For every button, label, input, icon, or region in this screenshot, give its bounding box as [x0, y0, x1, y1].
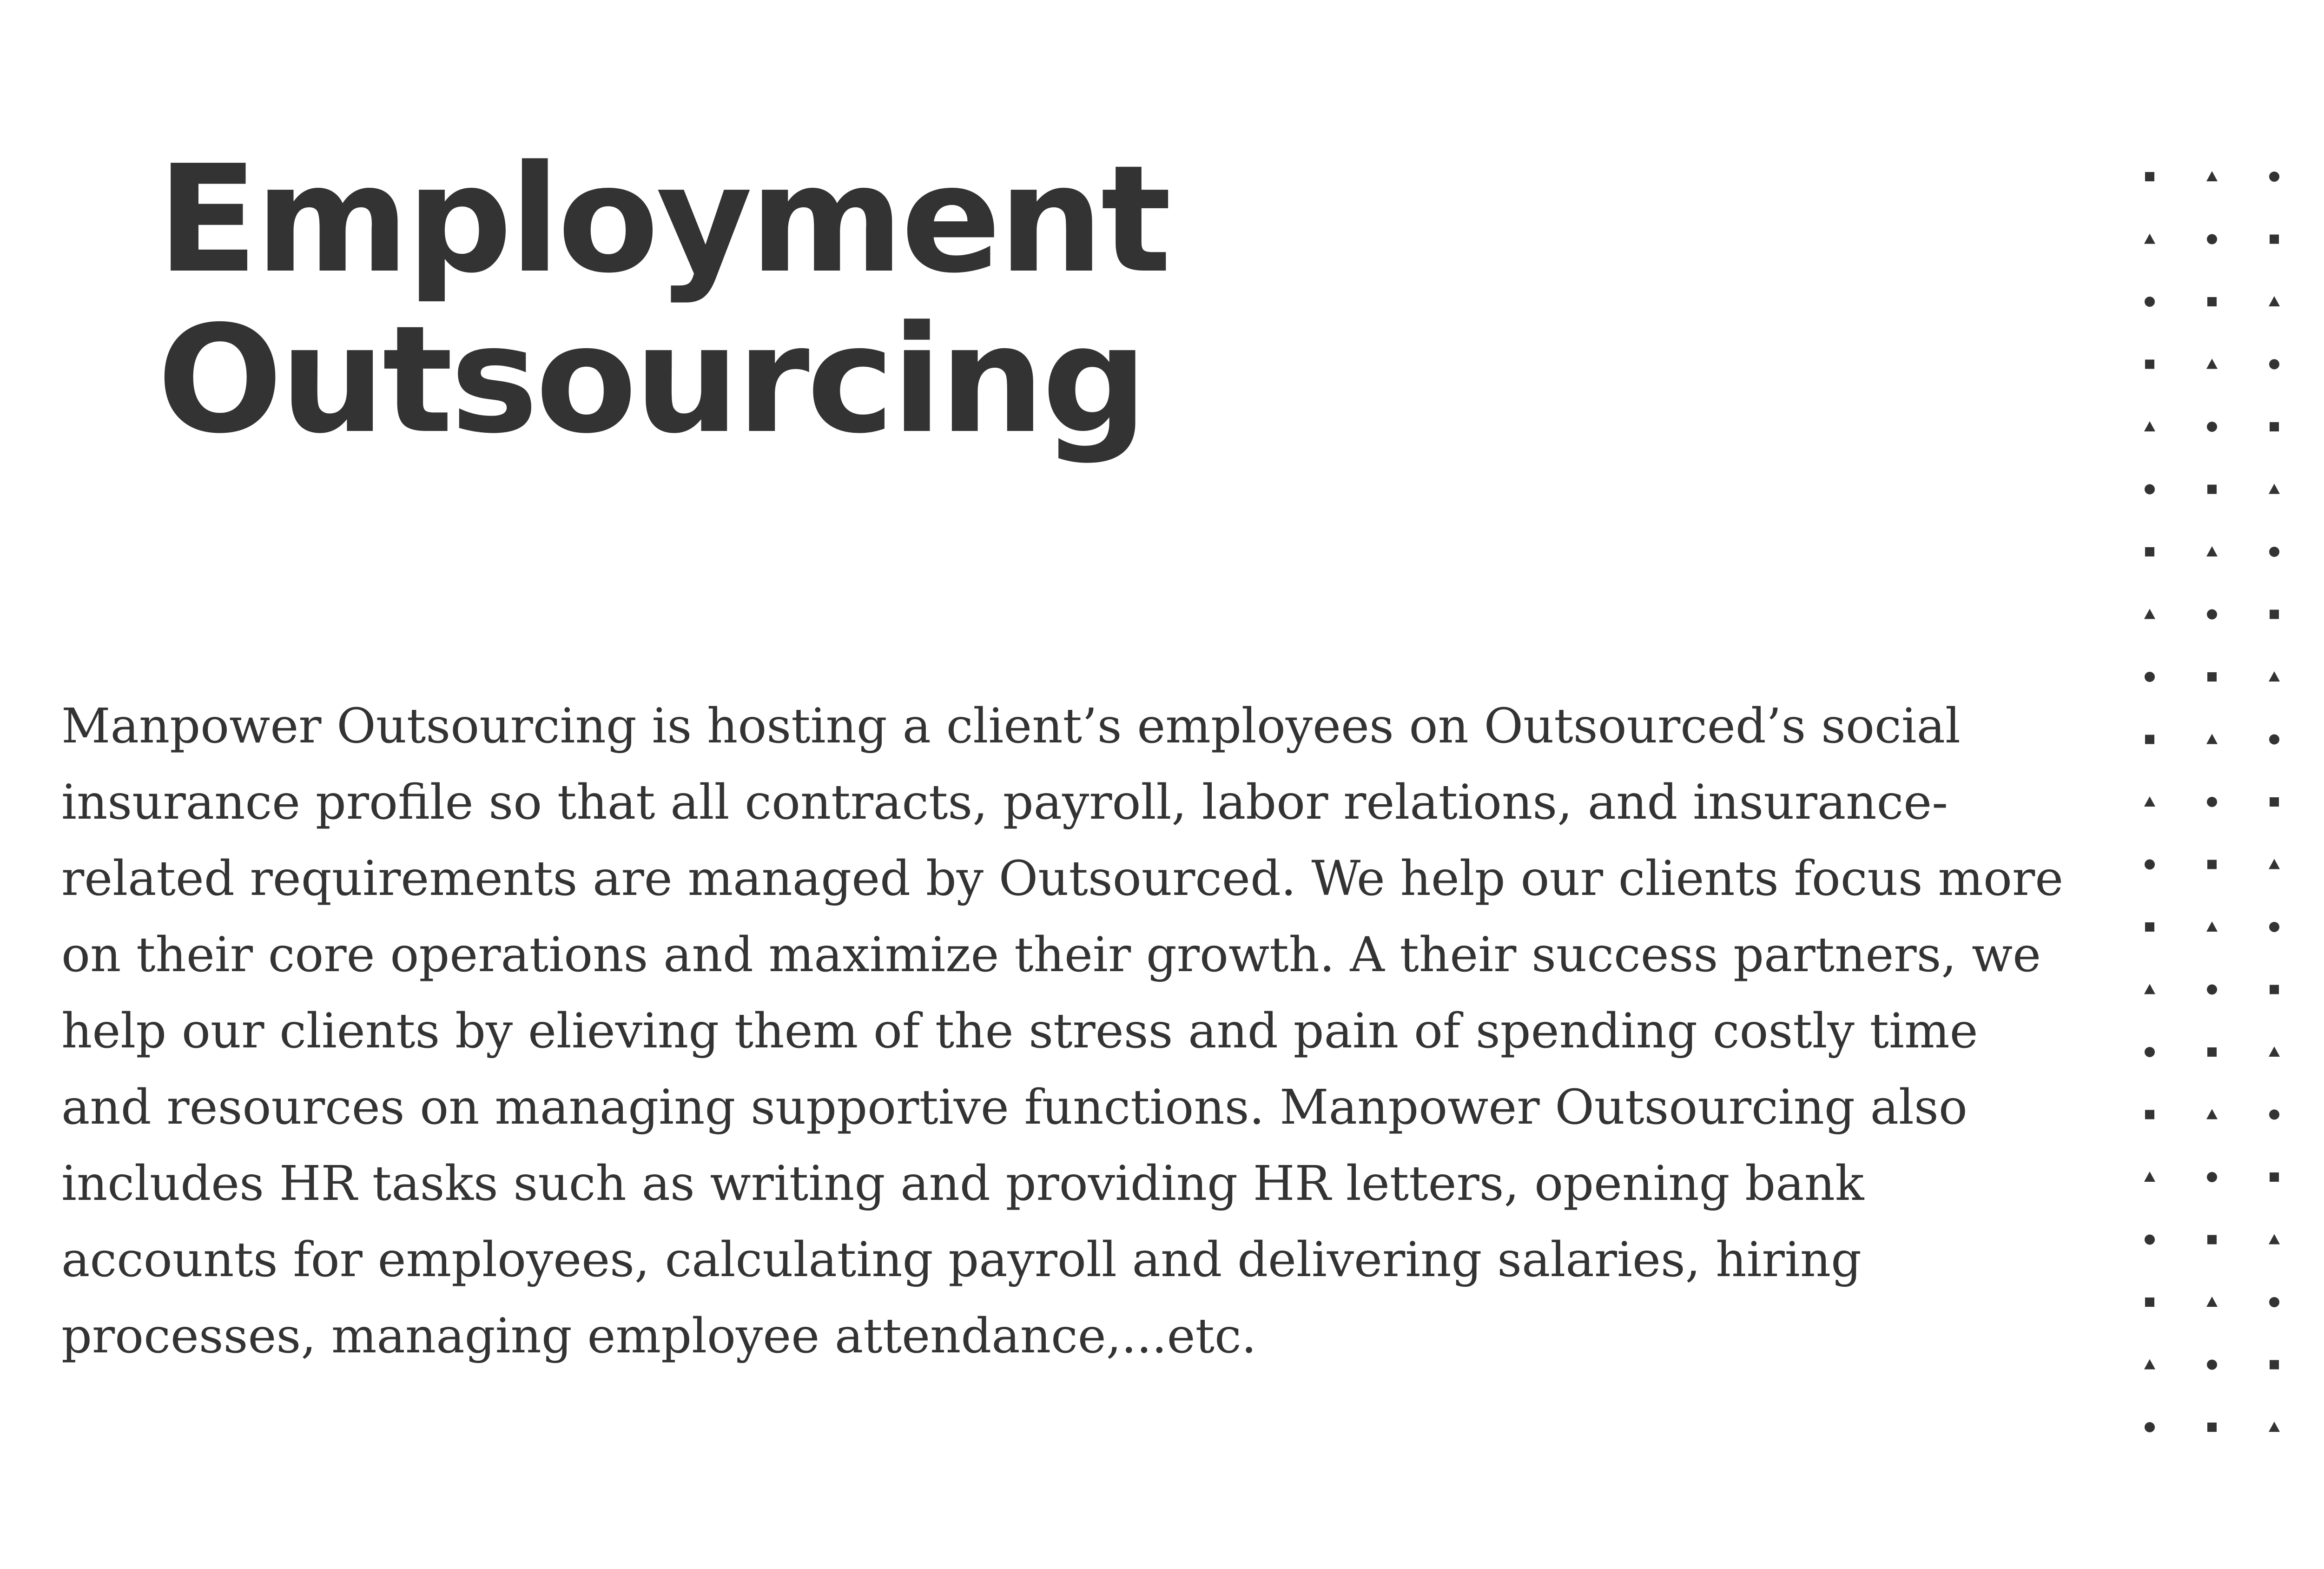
body-line: related requirements are managed by Outsourced. We help our clients focus more	[61, 851, 2064, 907]
pattern-mark	[2145, 1047, 2155, 1057]
pattern-mark	[2269, 359, 2279, 370]
pattern-mark	[2270, 797, 2279, 807]
pattern-mark	[2269, 735, 2279, 745]
pattern-mark	[2207, 797, 2217, 807]
pattern-mark	[2269, 1046, 2280, 1057]
pattern-mark	[2206, 359, 2218, 369]
pattern-mark	[2207, 609, 2217, 620]
page-title	[157, 133, 1169, 466]
pattern-mark	[2269, 1110, 2279, 1120]
pattern-mark	[2207, 672, 2217, 682]
pattern-mark	[2207, 985, 2217, 995]
pattern-mark	[2269, 1234, 2280, 1245]
pattern-mark	[2207, 1423, 2217, 1432]
body-line: Manpower Outsourcing is hosting a client’s employees on Outsourced’s social	[61, 698, 1961, 754]
pattern-mark	[2206, 734, 2218, 744]
pattern-mark	[2269, 172, 2279, 182]
pattern-mark	[2207, 860, 2217, 869]
pattern-mark	[2206, 921, 2218, 932]
pattern-mark	[2145, 1110, 2154, 1119]
pattern-mark	[2145, 547, 2154, 556]
pattern-mark	[2144, 1172, 2155, 1182]
pattern-mark	[2207, 234, 2217, 245]
pattern-mark	[2145, 735, 2154, 744]
pattern-mark	[2270, 1360, 2279, 1370]
pattern-mark	[2145, 922, 2154, 932]
pattern-mark	[2207, 1235, 2217, 1245]
pattern-mark	[2144, 1359, 2155, 1370]
pattern-mark	[2207, 297, 2217, 306]
pattern-mark	[2207, 485, 2217, 494]
pattern-mark	[2145, 1298, 2154, 1307]
pattern-mark	[2269, 296, 2280, 306]
pattern-mark	[2144, 234, 2155, 244]
pattern-mark	[2207, 1360, 2217, 1370]
pattern-mark	[2145, 1235, 2155, 1245]
pattern-mark	[2144, 984, 2155, 994]
pattern-mark	[2207, 1047, 2217, 1057]
pattern-mark	[2269, 1422, 2280, 1432]
pattern-mark	[2145, 484, 2155, 495]
body-line: insurance profile so that all contracts, payroll, labor relations, and insurance-	[61, 775, 1948, 830]
pattern-mark	[2144, 421, 2155, 431]
pattern-mark	[2145, 172, 2154, 181]
pattern-mark	[2145, 672, 2155, 682]
body-paragraph	[61, 688, 2097, 1374]
pattern-mark	[2206, 1297, 2218, 1307]
body-line: help our clients by elieving them of the stress and pain of spending costly time	[61, 1003, 1978, 1059]
pattern-mark	[2207, 1172, 2217, 1182]
body-line: accounts for employees, calculating payroll and delivering salaries, hiring	[61, 1232, 1862, 1288]
pattern-mark	[2206, 546, 2218, 556]
pattern-mark	[2270, 610, 2279, 619]
pattern-mark	[2269, 671, 2280, 682]
pattern-mark	[2206, 171, 2218, 181]
pattern-mark	[2145, 360, 2154, 369]
dot-grid-pattern-icon	[2138, 153, 2324, 1437]
pattern-mark	[2270, 1172, 2279, 1182]
pattern-mark	[2269, 484, 2280, 494]
title-line-1: Employment	[157, 133, 1169, 305]
pattern-mark	[2269, 547, 2279, 557]
pattern-mark	[2269, 1297, 2279, 1307]
pattern-mark	[2145, 1422, 2155, 1432]
pattern-mark	[2144, 796, 2155, 807]
body-line: and resources on managing supportive functions. Manpower Outsourcing also	[61, 1079, 1967, 1135]
pattern-mark	[2206, 1109, 2218, 1119]
body-line: processes, managing employee attendance,...etc.	[61, 1308, 1257, 1364]
pattern-mark	[2207, 422, 2217, 432]
pattern-mark	[2270, 985, 2279, 994]
body-line: includes HR tasks such as writing and providing HR letters, opening bank	[61, 1156, 1864, 1212]
pattern-mark	[2145, 860, 2155, 870]
pattern-mark	[2269, 922, 2279, 932]
title-line-2: Outsourcing	[157, 294, 1145, 466]
pattern-mark	[2144, 609, 2155, 619]
pattern-mark	[2270, 235, 2279, 244]
pattern-mark	[2269, 859, 2280, 869]
pattern-mark	[2145, 297, 2155, 307]
body-line: on their core operations and maximize their growth. A their success partners, we	[61, 927, 2041, 983]
pattern-mark	[2270, 422, 2279, 431]
